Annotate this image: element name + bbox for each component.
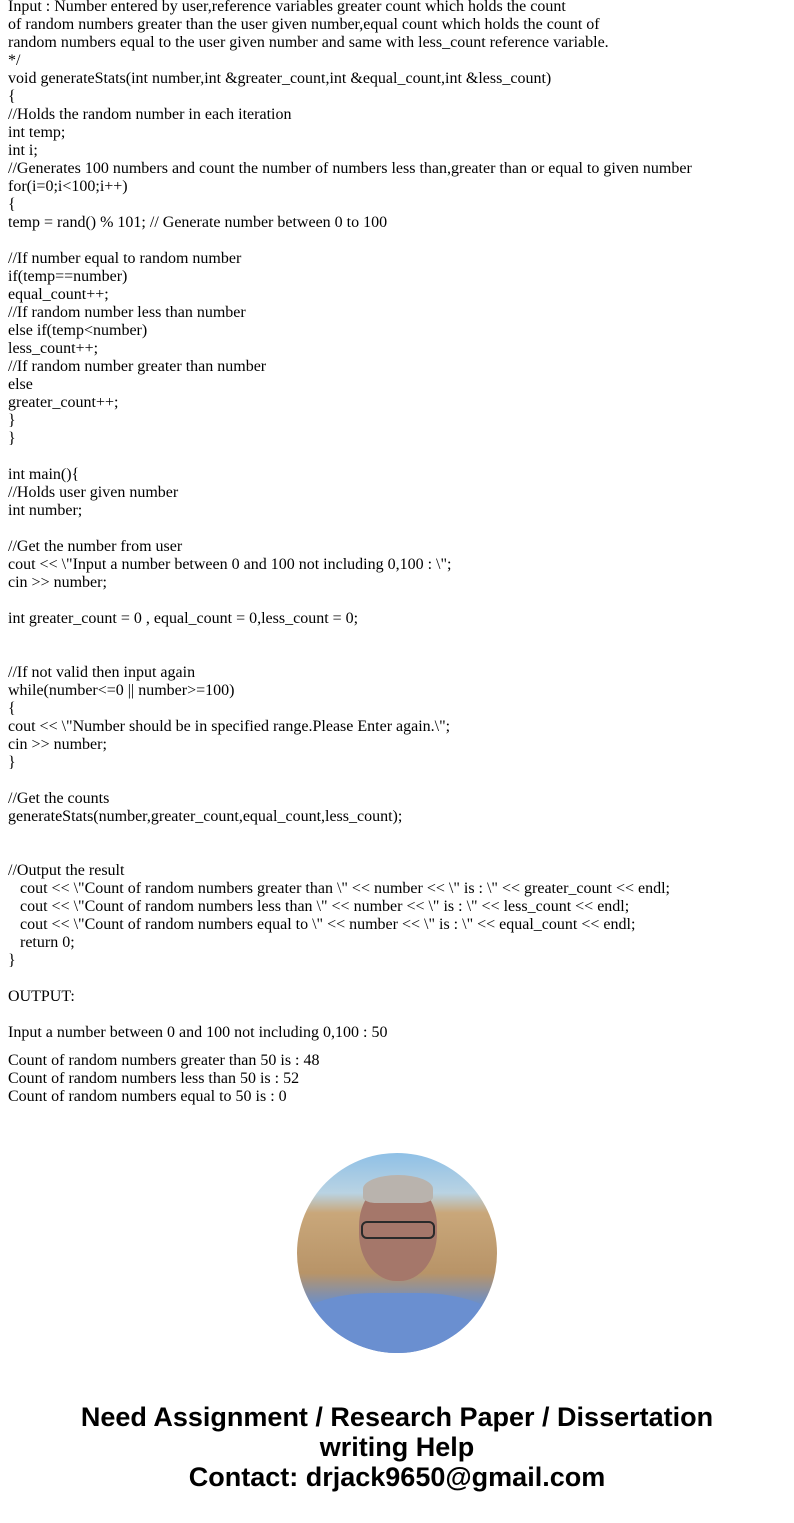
code-line [8, 232, 692, 250]
code-line: //If not valid then input again [8, 664, 196, 681]
program-output [8, 1052, 320, 1106]
code-line: int main(){ [8, 466, 80, 483]
code-line: of random numbers greater than the user given number,equal count which holds the count of [8, 16, 600, 33]
code-line: generateStats(number,greater_count,equal_count,less_count); [8, 808, 403, 825]
code-line: int i; [8, 142, 38, 159]
code-line: cin >> number; [8, 736, 107, 753]
code-line: greater_count++; [8, 394, 119, 411]
code-line: equal_count++; [8, 286, 109, 303]
code-line: Count of random numbers equal to 50 is : 0 [8, 1088, 287, 1105]
footer-line-1: Need Assignment / Research Paper / Dissertation [80, 1402, 714, 1432]
code-line: int number; [8, 502, 83, 519]
code-line: cout << \"Count of random numbers less than \" << number << \" is : \" << less_count << endl; [8, 898, 630, 915]
code-line: //Get the number from user [8, 538, 183, 555]
code-line: cin >> number; [8, 574, 107, 591]
code-line [8, 844, 692, 862]
code-line [8, 646, 692, 664]
code-line: //Get the counts [8, 790, 110, 807]
code-line: while(number<=0 || number>=100) [8, 682, 235, 699]
code-line: //Generates 100 numbers and count the number of numbers less than,greater than or equal to given number [8, 160, 692, 177]
footer-line-2: writing Help [319, 1432, 475, 1462]
code-line: void generateStats(int number,int &greater_count,int &equal_count,int &less_count) [8, 70, 552, 87]
code-line: { [8, 88, 16, 105]
code-line: Input : Number entered by user,reference variables greater count which holds the count [8, 0, 566, 15]
code-line: Count of random numbers greater than 50 is : 48 [8, 1052, 320, 1069]
code-line: OUTPUT: [8, 988, 75, 1005]
code-line: int temp; [8, 124, 66, 141]
code-line: } [8, 412, 16, 429]
author-photo [297, 1153, 497, 1353]
code-line: else [8, 376, 33, 393]
code-line: //If random number less than number [8, 304, 246, 321]
code-line: */ [8, 52, 21, 69]
code-line: } [8, 754, 16, 771]
footer-contact: Contact: drjack9650@gmail.com [188, 1462, 606, 1492]
code-line: } [8, 430, 16, 447]
shirt [297, 1293, 497, 1353]
code-line: else if(temp<number) [8, 322, 148, 339]
code-line: for(i=0;i<100;i++) [8, 178, 128, 195]
code-line: temp = rand() % 101; // Generate number between 0 to 100 [8, 214, 388, 231]
code-line [8, 628, 692, 646]
code-line: //Holds the random number in each iteration [8, 106, 292, 123]
code-line: Input a number between 0 and 100 not including 0,100 : 50 [8, 1024, 388, 1041]
code-line: //If random number greater than number [8, 358, 267, 375]
code-line: random numbers equal to the user given number and same with less_count reference variable. [8, 34, 609, 51]
code-line: } [8, 952, 16, 969]
code-line: cout << \"Input a number between 0 and 100 not including 0,100 : \"; [8, 556, 452, 573]
code-line [8, 592, 692, 610]
code-line: //Output the result [8, 862, 125, 879]
code-line: cout << \"Count of random numbers greater than \" << number << \" is : \" << greater_count << endl; [8, 880, 670, 897]
code-line: cout << \"Count of random numbers equal to \" << number << \" is : \" << equal_count << endl; [8, 916, 636, 933]
code-line [8, 970, 692, 988]
code-line: cout << \"Number should be in specified range.Please Enter again.\"; [8, 718, 451, 735]
code-line [8, 448, 692, 466]
code-line: if(temp==number) [8, 268, 128, 285]
code-line: { [8, 196, 16, 213]
code-line: { [8, 700, 16, 717]
footer-ad [0, 1402, 794, 1492]
code-line: less_count++; [8, 340, 99, 357]
code-line [8, 520, 692, 538]
code-line [8, 772, 692, 790]
code-line: return 0; [8, 934, 75, 951]
code-line: //Holds user given number [8, 484, 179, 501]
code-line [8, 1006, 692, 1024]
code-line: int greater_count = 0 , equal_count = 0,less_count = 0; [8, 610, 359, 627]
hair [363, 1175, 433, 1203]
code-listing [8, 0, 692, 1042]
glasses [361, 1221, 435, 1239]
code-line: Count of random numbers less than 50 is : 52 [8, 1070, 300, 1087]
code-line [8, 826, 692, 844]
code-line: //If number equal to random number [8, 250, 242, 267]
